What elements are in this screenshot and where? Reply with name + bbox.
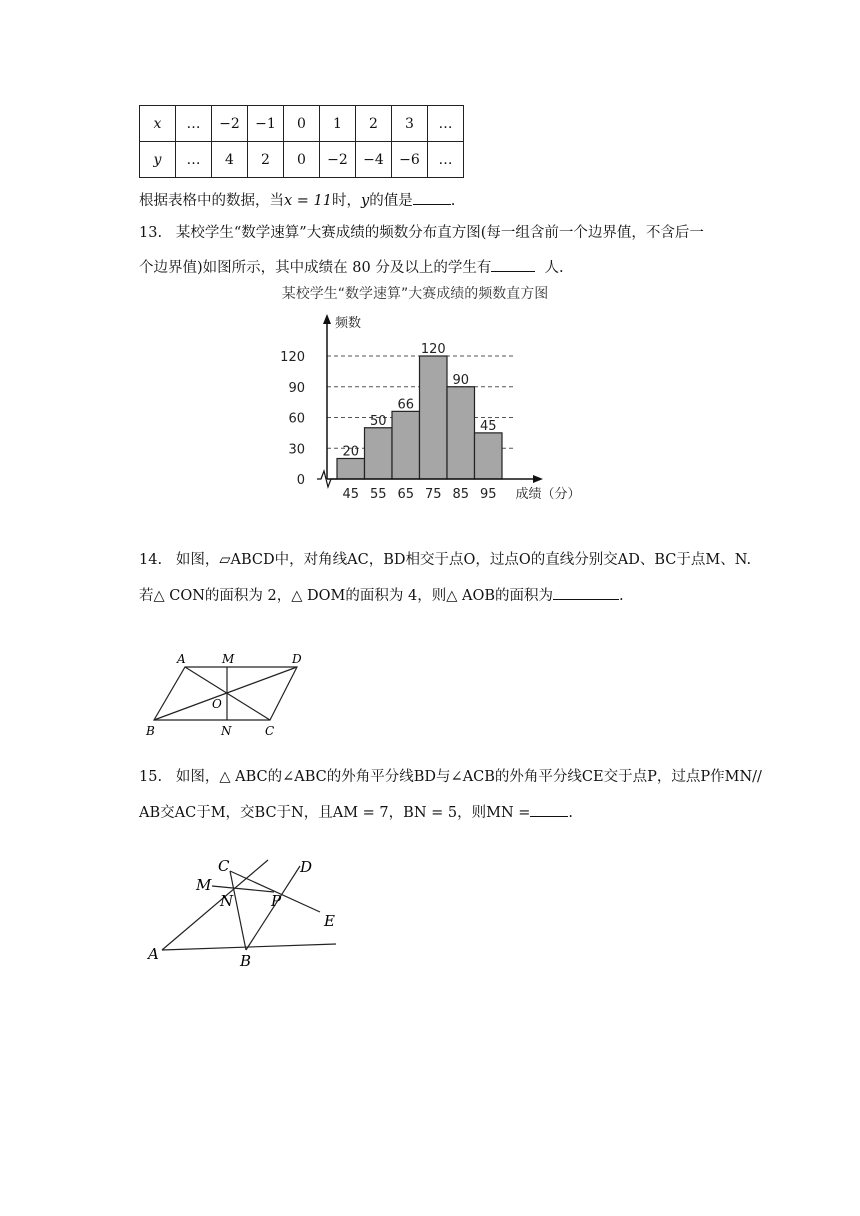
x-tick-label: 65	[397, 487, 415, 502]
answer-blank[interactable]	[553, 598, 619, 600]
line-ac-extended	[162, 860, 268, 950]
label-m: M	[196, 876, 212, 894]
x-tick-label: 85	[452, 487, 470, 502]
segment-cb	[230, 871, 246, 950]
table-cell: …	[176, 106, 212, 142]
table-row	[140, 106, 464, 142]
text-segment: 根据表格中的数据，当	[139, 193, 284, 209]
q13-line-2	[139, 256, 564, 277]
label-d: D	[300, 858, 313, 876]
table-cell: −1	[248, 106, 284, 142]
histogram-bar	[337, 459, 365, 480]
table-cell: 4	[212, 142, 248, 178]
histogram-bar	[475, 433, 503, 479]
question-text: 如图，▱ABCD中，对角线AC，BD相交于点O，过点O的直线分别交AD、BC于点M、N.	[175, 552, 752, 568]
table-cell: y	[140, 142, 176, 178]
chart-title: 某校学生“数学速算”大赛成绩的频数直方图	[281, 286, 549, 302]
y-axis-title: 频数	[335, 316, 362, 331]
frequency-histogram	[265, 280, 595, 510]
table-cell: …	[428, 142, 464, 178]
x-tick-label: 75	[424, 487, 442, 502]
text-segment: 的值是	[369, 193, 413, 209]
question-text: .	[568, 805, 573, 821]
table-cell: −2	[320, 142, 356, 178]
q15-line-1	[139, 765, 762, 786]
label-b: B	[146, 724, 155, 738]
table-row	[140, 142, 464, 178]
math-expression: x = 11	[284, 193, 332, 209]
y-tick-label: 0	[296, 473, 305, 488]
bar-value-label: 45	[479, 418, 497, 434]
label-o: O	[212, 697, 222, 711]
y-tick-label: 120	[280, 350, 305, 365]
table-cell: 2	[248, 142, 284, 178]
histogram-bar	[420, 356, 448, 479]
label-c: C	[218, 858, 230, 875]
answer-blank[interactable]	[491, 270, 535, 272]
diagonal-bd	[154, 667, 297, 720]
question-number: 14.	[139, 552, 163, 568]
text-segment: .	[450, 193, 456, 209]
bar-value-label: 120	[420, 342, 446, 357]
xy-value-table	[139, 105, 464, 178]
x-axis-arrow	[533, 475, 543, 483]
bar-value-label: 20	[342, 444, 360, 460]
question-number: 15.	[139, 769, 163, 785]
question-text: 人.	[544, 260, 564, 276]
question-text: .	[619, 588, 624, 604]
table-cell: 3	[392, 106, 428, 142]
question-text: 若△ CON的面积为 2，△ DOM的面积为 4，则△ AOB的面积为	[139, 588, 553, 604]
table-cell: −2	[212, 106, 248, 142]
question-text: 某校学生“数学速算”大赛成绩的频数分布直方图(每一组含前一个边界值，不含后一	[175, 225, 704, 241]
label-b: B	[240, 952, 252, 970]
q13-line-1	[139, 221, 704, 242]
label-n: N	[220, 892, 234, 910]
q15-line-2	[139, 801, 573, 822]
text-segment: 时，	[332, 193, 361, 209]
label-n: N	[221, 724, 232, 738]
table-cell: −6	[392, 142, 428, 178]
question-text: 个边界值)如图所示，其中成绩在 80 分及以上的学生有	[139, 260, 492, 276]
label-a: A	[177, 652, 186, 666]
answer-blank[interactable]	[530, 815, 568, 817]
histogram-bar	[365, 428, 393, 479]
y-tick-label: 30	[288, 442, 305, 458]
y-tick-label: 60	[288, 411, 305, 427]
label-d: D	[292, 652, 302, 666]
y-axis-arrow	[323, 314, 331, 324]
x-tick-label: 45	[342, 487, 360, 502]
label-m: M	[222, 652, 235, 666]
label-p: P	[271, 892, 282, 910]
histogram-bar	[447, 387, 475, 479]
table-cell: 2	[356, 106, 392, 142]
question-text: AB交AC于M，交BC于N，且AM = 7，BN = 5，则MN =	[139, 805, 531, 821]
label-e: E	[324, 912, 335, 930]
bar-value-label: 66	[397, 397, 415, 413]
table-cell: −4	[356, 142, 392, 178]
bar-value-label: 90	[452, 372, 470, 388]
label-c: C	[265, 724, 275, 738]
triangle-bisector-figure	[140, 858, 345, 973]
x-axis-title: 成绩（分）	[515, 487, 581, 502]
q12-question-text	[139, 189, 455, 210]
math-variable: y	[361, 193, 370, 209]
question-text: 如图，△ ABC的∠ABC的外角平分线BD与∠ACB的外角平分线CE交于点P，过点P作MN//	[175, 769, 762, 785]
table-cell: …	[428, 106, 464, 142]
table-cell: 0	[284, 106, 320, 142]
table-cell: 1	[320, 106, 356, 142]
x-tick-label: 95	[479, 487, 497, 502]
table-cell: …	[176, 142, 212, 178]
table-cell: 0	[284, 142, 320, 178]
label-a: A	[148, 945, 159, 963]
table-cell: x	[140, 106, 176, 142]
y-tick-label: 90	[288, 380, 305, 396]
question-number: 13.	[139, 225, 163, 241]
chart-body	[280, 314, 580, 502]
histogram-bar	[392, 411, 420, 479]
q14-line-1	[139, 548, 751, 569]
parallelogram-figure	[140, 645, 315, 745]
x-tick-label: 55	[369, 487, 387, 502]
bar-value-label: 50	[369, 413, 387, 429]
answer-blank[interactable]	[413, 203, 451, 205]
q14-line-2	[139, 584, 624, 605]
